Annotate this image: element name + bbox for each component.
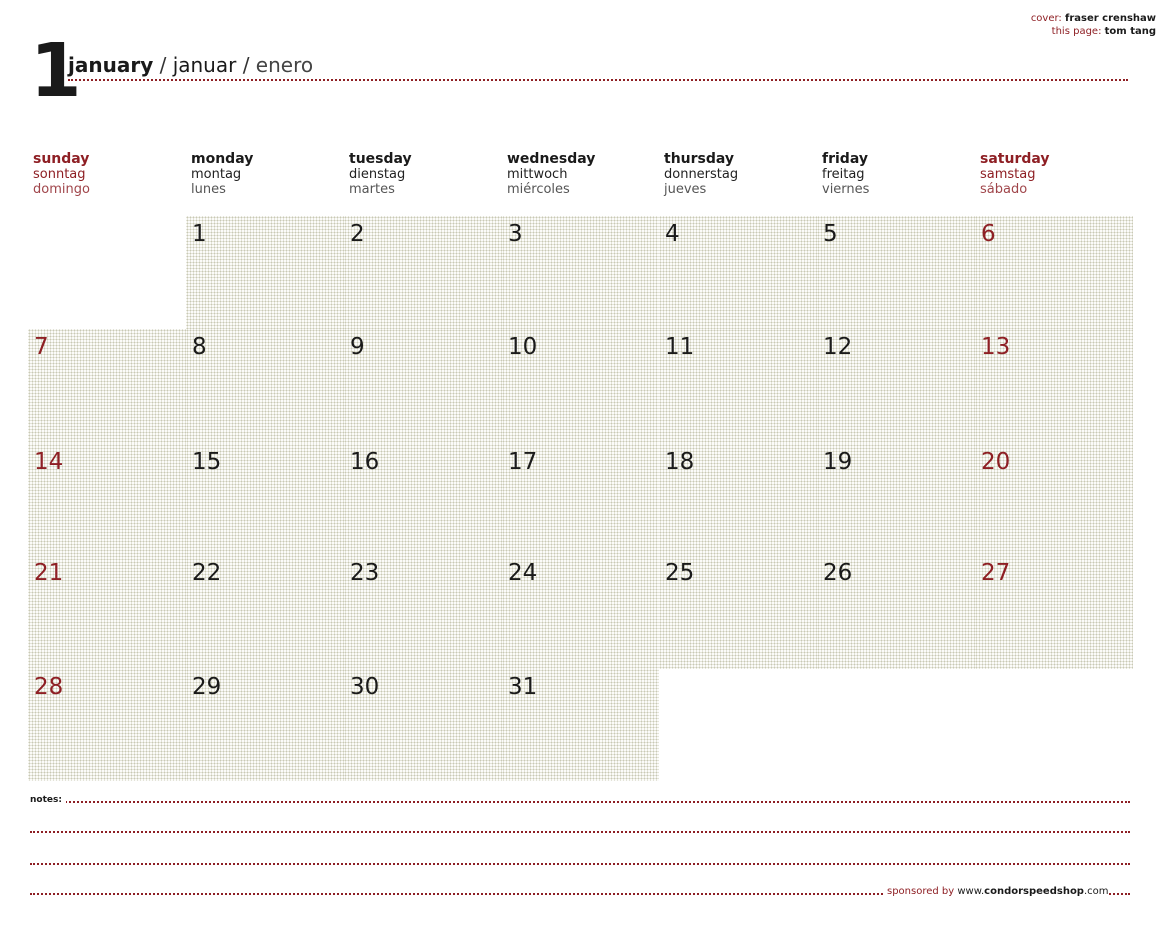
day-cell[interactable] [28, 555, 186, 669]
notes-line[interactable] [30, 831, 1130, 833]
day-number: 30 [350, 674, 380, 700]
page-credit-name: tom tang [1104, 26, 1156, 37]
day-cell[interactable] [502, 216, 659, 329]
weekday-name-en: monday [191, 151, 254, 167]
day-number: 21 [34, 560, 64, 586]
weekday-monday [191, 152, 341, 197]
sponsor-site-suffix: .com [1083, 886, 1109, 897]
weekday-name-es: jueves [664, 182, 707, 197]
page-credit-label: this page: [1051, 26, 1102, 37]
month-name-de: januar [172, 53, 237, 77]
weekday-name-de: montag [191, 167, 242, 182]
day-cell[interactable] [502, 444, 659, 555]
day-cell[interactable] [344, 329, 502, 444]
day-number: 24 [508, 560, 538, 586]
day-number: 14 [34, 449, 64, 475]
weekday-friday [822, 152, 972, 197]
month-separator: / [153, 53, 173, 77]
weekday-saturday [980, 152, 1130, 197]
day-cell[interactable] [975, 216, 1133, 329]
weekday-wednesday [507, 152, 657, 197]
month-name-en: january [68, 53, 154, 77]
day-number: 22 [192, 560, 222, 586]
cover-credit [1031, 12, 1156, 25]
day-number: 13 [981, 334, 1011, 360]
day-cell[interactable] [659, 555, 817, 669]
day-number: 29 [192, 674, 222, 700]
weekday-thursday [664, 152, 814, 197]
weekday-name-es: viernes [822, 182, 870, 197]
weekday-name-en: saturday [980, 151, 1050, 167]
day-cell[interactable] [344, 669, 502, 781]
credits [1031, 12, 1156, 38]
day-number: 9 [350, 334, 365, 360]
day-cell[interactable] [975, 555, 1133, 669]
day-cell[interactable] [344, 216, 502, 329]
day-cell[interactable] [817, 329, 975, 444]
weekday-name-de: mittwoch [507, 167, 568, 182]
day-cell[interactable] [344, 555, 502, 669]
day-cell[interactable] [659, 444, 817, 555]
day-number: 6 [981, 221, 996, 247]
weekday-name-de: samstag [980, 167, 1036, 182]
day-number: 15 [192, 449, 222, 475]
day-number: 26 [823, 560, 853, 586]
notes-line[interactable] [30, 863, 1130, 865]
sponsor-site-name: condorspeedshop [984, 886, 1084, 897]
weekday-name-es: domingo [33, 182, 90, 197]
month-name-es: enero [255, 53, 314, 77]
weekday-header-row [33, 152, 1133, 202]
weekday-name-en: sunday [33, 151, 90, 167]
day-number: 23 [350, 560, 380, 586]
day-number: 20 [981, 449, 1011, 475]
weekday-name-es: sábado [980, 182, 1028, 197]
day-cell[interactable] [659, 216, 817, 329]
month-number: 1 [30, 28, 78, 114]
day-number: 18 [665, 449, 695, 475]
day-cell[interactable] [186, 555, 344, 669]
day-cell[interactable] [502, 555, 659, 669]
weekday-name-de: sonntag [33, 167, 86, 182]
day-cell[interactable] [502, 669, 659, 781]
cover-credit-label: cover: [1030, 13, 1062, 24]
day-number: 8 [192, 334, 207, 360]
day-cell[interactable] [28, 444, 186, 555]
day-number: 16 [350, 449, 380, 475]
weekday-tuesday [349, 152, 499, 197]
day-cell[interactable] [186, 216, 344, 329]
day-cell[interactable] [817, 444, 975, 555]
day-number: 27 [981, 560, 1011, 586]
weekday-name-en: wednesday [507, 151, 596, 167]
day-cell[interactable] [817, 555, 975, 669]
day-number: 10 [508, 334, 538, 360]
day-cell[interactable] [186, 669, 344, 781]
day-number: 17 [508, 449, 538, 475]
month-separator: / [236, 53, 256, 77]
notes-line[interactable] [30, 801, 1130, 803]
day-number: 2 [350, 221, 365, 247]
weekday-name-es: lunes [191, 182, 226, 197]
day-number: 7 [34, 334, 49, 360]
day-number: 12 [823, 334, 853, 360]
day-number: 3 [508, 221, 523, 247]
weekday-name-en: thursday [664, 151, 735, 167]
day-number: 1 [192, 221, 207, 247]
day-number: 28 [34, 674, 64, 700]
day-cell[interactable] [28, 669, 186, 781]
sponsor-label: sponsored by [887, 886, 958, 897]
day-number: 5 [823, 221, 838, 247]
month-title [68, 51, 1128, 81]
day-cell[interactable] [817, 216, 975, 329]
day-number: 4 [665, 221, 680, 247]
day-number: 25 [665, 560, 695, 586]
day-cell[interactable] [344, 444, 502, 555]
calendar-grid [28, 216, 1133, 781]
day-cell[interactable] [186, 444, 344, 555]
day-cell[interactable] [975, 444, 1133, 555]
weekday-name-en: friday [822, 151, 868, 167]
weekday-sunday [33, 152, 183, 197]
day-number: 31 [508, 674, 538, 700]
day-number: 11 [665, 334, 695, 360]
weekday-name-es: miércoles [507, 182, 570, 197]
day-cell[interactable] [28, 329, 186, 444]
weekday-name-es: martes [349, 182, 395, 197]
day-number: 19 [823, 449, 853, 475]
day-cell[interactable] [975, 329, 1133, 444]
sponsor-credit [885, 886, 1109, 897]
day-cell[interactable] [502, 329, 659, 444]
sponsor-link[interactable] [957, 886, 1108, 897]
cover-credit-name: fraser crenshaw [1065, 13, 1156, 24]
weekday-name-de: donnerstag [664, 167, 739, 182]
notes-label: notes: [30, 795, 66, 805]
weekday-name-en: tuesday [349, 151, 412, 167]
sponsor-site-prefix: www. [957, 886, 985, 897]
page-credit [1031, 25, 1156, 38]
day-cell[interactable] [659, 329, 817, 444]
day-cell[interactable] [186, 329, 344, 444]
weekday-name-de: freitag [822, 167, 865, 182]
weekday-name-de: dienstag [349, 167, 406, 182]
